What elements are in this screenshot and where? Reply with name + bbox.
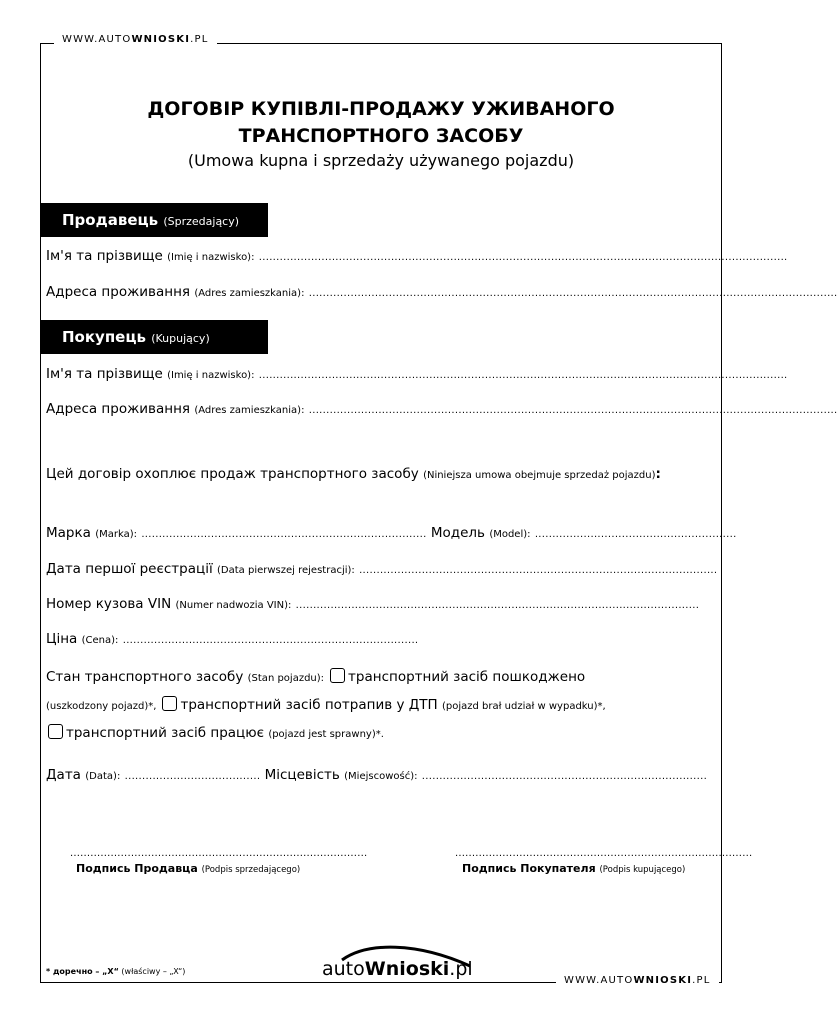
buyer-name-field[interactable]: Ім'я та прізвище (Imię i nazwisko): ........................................................................................................................................................ bbox=[46, 366, 788, 382]
date-place-field[interactable]: Дата (Data): ....................................... Місцевість (Miejscowość): .................................................................................. bbox=[46, 767, 708, 783]
first-registration-field[interactable]: Дата першої реєстрації (Data pierwszej rejestracji): ....................................................................................................... bbox=[46, 561, 718, 577]
title-line-1: ДОГОВІР КУПІВЛІ-ПРОДАЖУ УЖИВАНОГО bbox=[147, 98, 615, 120]
buyer-section-header: Покупець (Kupujący) bbox=[40, 320, 268, 354]
seller-signature-line[interactable]: ........................................................................................ bbox=[70, 848, 368, 859]
working-checkbox[interactable] bbox=[48, 724, 63, 739]
accident-checkbox[interactable] bbox=[162, 696, 177, 711]
buyer-signature-line[interactable]: ........................................................................................ bbox=[455, 848, 753, 859]
make-model-field[interactable]: Марка (Marka): .................................................................................. Модель (Model): .......................................................... bbox=[46, 525, 737, 541]
price-field[interactable]: Ціна (Cena): ..................................................................................... bbox=[46, 631, 419, 647]
seller-address-field[interactable]: Адреса проживання (Adres zamieszkania): ........................................................................................................................................................ bbox=[46, 284, 838, 300]
brand-url-top: WWW.AUTOWNIOSKI.PL bbox=[54, 34, 217, 45]
condition-field: Стан транспортного засобу (Stan pojazdu): транспортний засіб пошкоджено (uszkodzony pojazd)*, транспортний засіб потрапив у ДТП (pojazd brał udział w wypadku)*, транспортний засіб працює (pojazd jest sprawny)*. bbox=[46, 669, 606, 741]
buyer-address-field[interactable]: Адреса проживання (Adres zamieszkania): ........................................................................................................................................................ bbox=[46, 401, 838, 417]
document-subtitle: (Umowa kupna i sprzedaży używanego pojazdu) bbox=[187, 151, 575, 170]
seller-signature-label: Подпись Продавца (Podpis sprzedającego) bbox=[76, 862, 301, 875]
seller-name-field[interactable]: Ім'я та прізвище (Imię i nazwisko): ........................................................................................................................................................ bbox=[46, 248, 788, 264]
buyer-signature-label: Подпись Покупателя (Podpis kupującego) bbox=[462, 862, 686, 875]
title-line-2: ТРАНСПОРТНОГО ЗАСОБУ bbox=[238, 125, 524, 147]
document-title bbox=[40, 96, 722, 150]
brand-url-bottom: WWW.AUTOWNIOSKI.PL bbox=[556, 975, 719, 986]
scope-statement: Цей договір охоплює продаж транспортного засобу (Niniejsza umowa obejmuje sprzedaż pojazdu): bbox=[46, 466, 661, 482]
damaged-checkbox[interactable] bbox=[330, 668, 345, 683]
seller-section-header: Продавець (Sprzedający) bbox=[40, 203, 268, 237]
vin-field[interactable]: Номер кузова VIN (Numer nadwozia VIN): .................................................................................................................... bbox=[46, 596, 700, 612]
autownioski-logo: autoWnioski.pl bbox=[322, 940, 472, 988]
footnote: * доречно – „Х“ (właściwy – „X“) bbox=[46, 967, 186, 976]
document-frame bbox=[40, 43, 722, 983]
